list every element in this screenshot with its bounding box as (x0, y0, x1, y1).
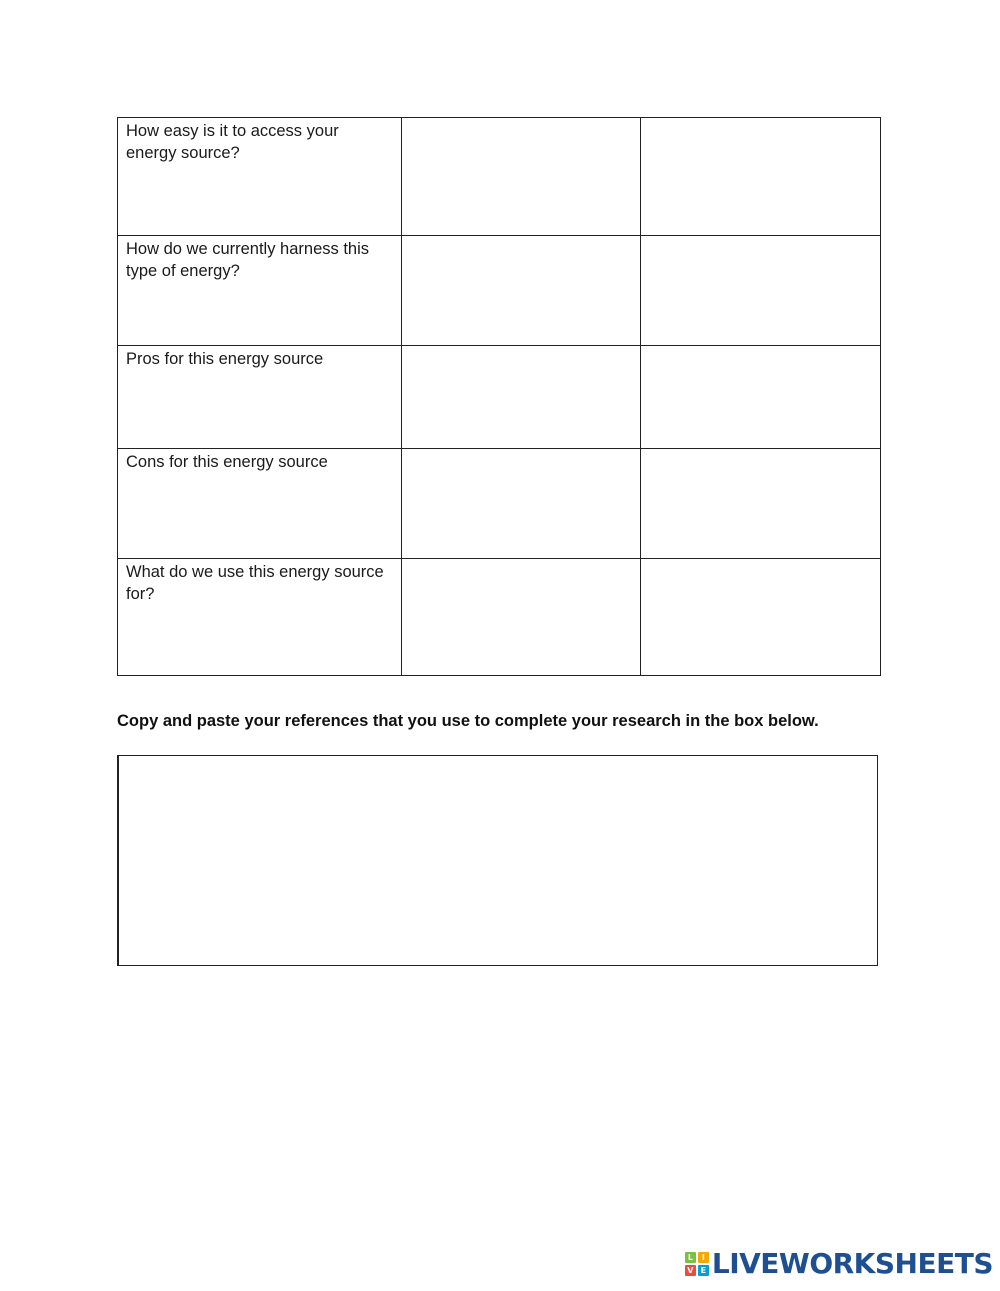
table-row (118, 118, 881, 236)
answer-field[interactable] (402, 449, 640, 495)
question-cell: How easy is it to access your energy source? (118, 118, 402, 236)
question-cell: Cons for this energy source (118, 449, 402, 559)
answer-field[interactable] (641, 559, 880, 605)
logo-letter-v: V (685, 1265, 696, 1276)
answer-cell-2[interactable] (641, 118, 881, 236)
answer-field[interactable] (402, 236, 640, 282)
answer-cell-2[interactable] (641, 449, 881, 559)
references-input[interactable] (117, 755, 878, 966)
logo-letter-l: L (685, 1252, 696, 1263)
answer-field[interactable] (402, 559, 640, 605)
logo-letter-e: E (698, 1265, 709, 1276)
answer-cell-1[interactable] (402, 449, 641, 559)
research-table (117, 117, 881, 676)
table-row (118, 236, 881, 346)
liveworksheets-logo (685, 1247, 993, 1280)
answer-cell-2[interactable] (641, 559, 881, 676)
answer-cell-2[interactable] (641, 236, 881, 346)
answer-cell-1[interactable] (402, 346, 641, 449)
answer-field[interactable] (641, 236, 880, 282)
answer-cell-1[interactable] (402, 559, 641, 676)
question-cell: How do we currently harness this type of energy? (118, 236, 402, 346)
answer-cell-1[interactable] (402, 118, 641, 236)
question-cell: Pros for this energy source (118, 346, 402, 449)
table-row (118, 449, 881, 559)
answer-cell-1[interactable] (402, 236, 641, 346)
table-row (118, 559, 881, 676)
answer-field[interactable] (641, 449, 880, 495)
logo-blocks-icon (685, 1252, 709, 1276)
answer-field[interactable] (641, 346, 880, 392)
question-cell: What do we use this energy source for? (118, 559, 402, 676)
logo-letter-i: I (698, 1252, 709, 1263)
answer-field[interactable] (641, 118, 880, 164)
answer-field[interactable] (402, 346, 640, 392)
logo-wordmark: LIVEWORKSHEETS (711, 1247, 993, 1280)
answer-field[interactable] (402, 118, 640, 164)
references-instruction: Copy and paste your references that you use to complete your research in the box below. (117, 712, 819, 730)
table-row (118, 346, 881, 449)
answer-cell-2[interactable] (641, 346, 881, 449)
